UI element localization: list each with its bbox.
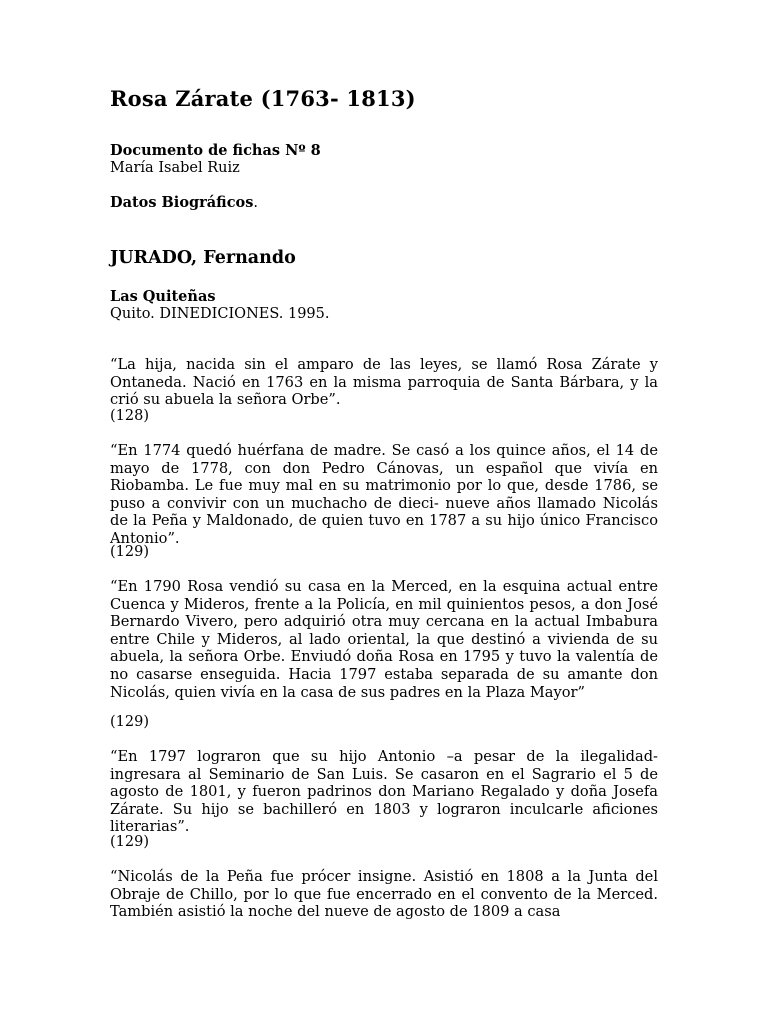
publication-info: Quito. DINEDICIONES. 1995. — [110, 306, 330, 322]
quote-1: “La hija, nacida sin el amparo de las leyes, se llamó Rosa Zárate y Ontaneda. Nació en 1763 en la misma parroquia de Santa Bárbara, y la crió su abuela la señora Orbe”. — [110, 356, 658, 409]
page-title: Rosa Zárate (1763- 1813) — [110, 86, 416, 111]
source-author: JURADO, Fernando — [110, 248, 296, 268]
quote-3: “En 1790 Rosa vendió su casa en la Merced, en la esquina actual entre Cuenca y Mideros, frente a la Policía, en mil quinientos pesos, a don José Bernardo Vivero, pero adquirió otra muy cercana en la actual Imbabura entre Chile y Mideros, al lado oriental, la que destinó a vivienda de su abuela, la señora Orbe. Enviudó doña Rosa en 1795 y tuvo la valentía de no casarse enseguida. Hacia 1797 estaba separada de su amante don Nicolás, quien vivía en la casa de sus padres en la Plaza Mayor” — [110, 578, 658, 701]
document-label: Documento de fichas Nº 8 — [110, 142, 321, 159]
quote-5: “Nicolás de la Peña fue prócer insigne. Asistió en 1808 a la Junta del Obraje de Chillo, por lo que fue encerrado en el convento de la Merced. También asistió la noche del nueve de agosto de 1809 a casa — [110, 868, 658, 921]
quote-4: “En 1797 lograron que su hijo Antonio –a pesar de la ilegalidad- ingresara al Seminario de San Luis. Se casaron en el Sagrario el 5 de agosto de 1801, y fueron padrinos don Mariano Regalado y doña Josefa Zárate. Su hijo se bachilleró en 1803 y lograron inculcarle aficiones literarias”. — [110, 748, 658, 836]
section-label-text: Datos Biográficos — [110, 194, 254, 211]
book-title: Las Quiteñas — [110, 288, 216, 305]
quote-1-page-ref: (128) — [110, 408, 149, 424]
quote-2: “En 1774 quedó huérfana de madre. Se casó a los quince años, el 14 de mayo de 1778, con don Pedro Cánovas, un español que vivía en Riobamba. Le fue muy mal en su matrimonio por lo que, desde 1786, se puso a convivir con un muchacho de dieci- nueve años llamado Nicolás de la Peña y Maldonado, de quien tuvo en 1787 a su hijo único Francisco Antonio”. — [110, 442, 658, 547]
document-author: María Isabel Ruiz — [110, 160, 240, 176]
quote-2-page-ref: (129) — [110, 544, 149, 560]
quote-3-page-ref: (129) — [110, 714, 149, 730]
quote-4-page-ref: (129) — [110, 834, 149, 850]
section-label — [110, 194, 258, 211]
section-label-period: . — [253, 195, 258, 211]
